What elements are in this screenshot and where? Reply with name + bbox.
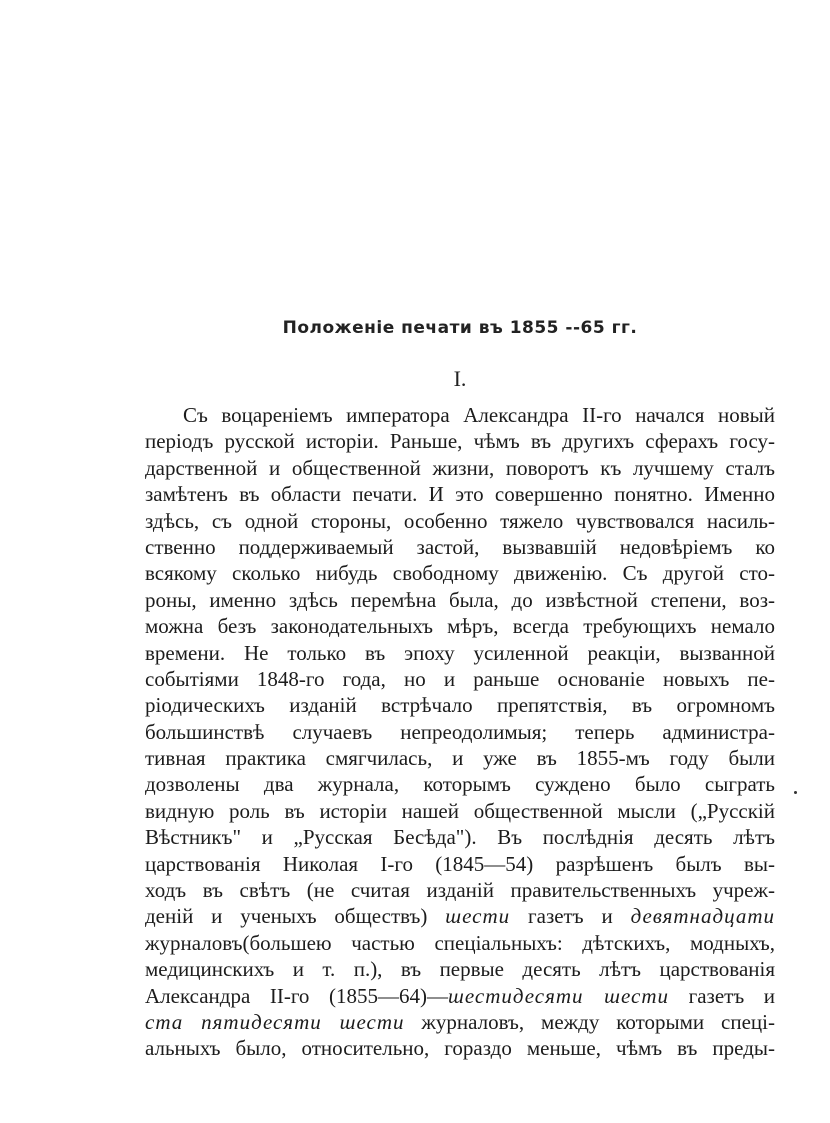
text-line — [145, 508, 775, 534]
text-line — [145, 930, 775, 956]
line-text: Александра II-го (1855—64)— — [145, 983, 448, 1008]
text-line — [145, 798, 775, 824]
text-line — [145, 1035, 775, 1061]
text-line — [145, 640, 775, 666]
line-text: царствованія Николая I-го (1845—54) разрѣшенъ былъ вы- — [145, 851, 775, 876]
line-text: дарственной и общественной жизни, поворотъ къ лучшему сталъ — [145, 455, 775, 480]
line-text: журналовъ, между которыми спеці- — [404, 1009, 775, 1034]
text-line — [145, 1009, 775, 1035]
text-line — [145, 692, 775, 718]
text-line — [145, 956, 775, 982]
line-text: Вѣстникъ" и „Русская Бесѣда"). Въ послѣднія десять лѣтъ — [145, 825, 775, 850]
line-text: видную роль въ исторіи нашей общественной мысли („Русскій — [145, 798, 775, 823]
line-text: ходъ въ свѣтъ (не считая изданій правительственныхъ учреж- — [145, 878, 775, 903]
line-text: времени. Не только въ эпоху усиленной реакціи, вызванной — [145, 640, 775, 665]
line-text: можна безъ законодательныхъ мѣръ, всегда требующихъ немало — [145, 614, 775, 639]
line-text: здѣсь, съ одной стороны, особенно тяжело чувствовался насиль- — [145, 508, 775, 533]
line-text: событіями 1848-го года, но и раньше основаніе новыхъ пе- — [145, 666, 775, 691]
line-text: ріодическихъ изданій встрѣчало препятствія, въ огромномъ — [145, 693, 775, 718]
text-line — [145, 534, 775, 560]
section-number: I. — [453, 366, 467, 391]
line-text: газетъ и — [669, 983, 775, 1008]
text-line — [145, 877, 775, 903]
emphasized-text: шестидесяти шести — [448, 983, 670, 1008]
text-line — [145, 851, 775, 877]
text-line — [145, 719, 775, 745]
text-line — [145, 402, 775, 428]
line-text: дозволены два журнала, которымъ суждено было сыграть — [145, 772, 775, 797]
line-text: газетъ и — [510, 904, 631, 929]
text-line — [145, 745, 775, 771]
text-line — [145, 455, 775, 481]
line-text: тивная практика смягчилась, и уже въ 1855-мъ году были — [145, 746, 775, 771]
text-line — [145, 613, 775, 639]
text-line — [145, 824, 775, 850]
text-line — [145, 771, 775, 797]
text-line — [145, 666, 775, 692]
text-line — [145, 560, 775, 586]
body-paragraph — [145, 402, 775, 1062]
line-text: замѣтенъ въ области печати. И это совершенно понятно. Именно — [145, 482, 775, 507]
text-line — [145, 587, 775, 613]
text-line — [145, 983, 775, 1009]
emphasized-text: ста пятидесяти шести — [145, 1009, 405, 1034]
text-line — [145, 428, 775, 454]
text-line — [145, 481, 775, 507]
emphasized-text: шести — [445, 904, 511, 929]
emphasized-text: девятнадцати — [630, 904, 775, 929]
chapter-title: Положеніе печати въ 1855 --65 гг. — [282, 318, 638, 338]
text-line — [145, 903, 775, 929]
line-text: Съ воцареніемъ императора Александра II-го начался новый — [183, 403, 775, 427]
line-text: роны, именно здѣсь перемѣна была, до извѣстной степени, воз- — [145, 587, 775, 612]
line-text: медицинскихъ и т. п.), въ первые десять лѣтъ царствованія — [145, 957, 775, 982]
line-text: ственно поддерживаемый застой, вызвавшій недовѣріемъ ко — [145, 534, 775, 559]
line-text: деній и ученыхъ обществъ) — [145, 904, 446, 929]
line-text: журналовъ(большею частью спеціальныхъ: дѣтскихъ, модныхъ, — [145, 930, 775, 955]
line-text: всякому сколько нибудь свободному движенію. Съ другой сто- — [145, 561, 775, 586]
line-text: альныхъ было, относительно, гораздо меньше, чѣмъ въ преды- — [145, 1036, 775, 1061]
ink-speck — [794, 791, 797, 794]
line-text: періодъ русской исторіи. Раньше, чѣмъ въ другихъ сферахъ госу- — [145, 429, 775, 454]
line-text: большинствѣ случаевъ непреодолимыя; теперь администра- — [145, 719, 775, 744]
